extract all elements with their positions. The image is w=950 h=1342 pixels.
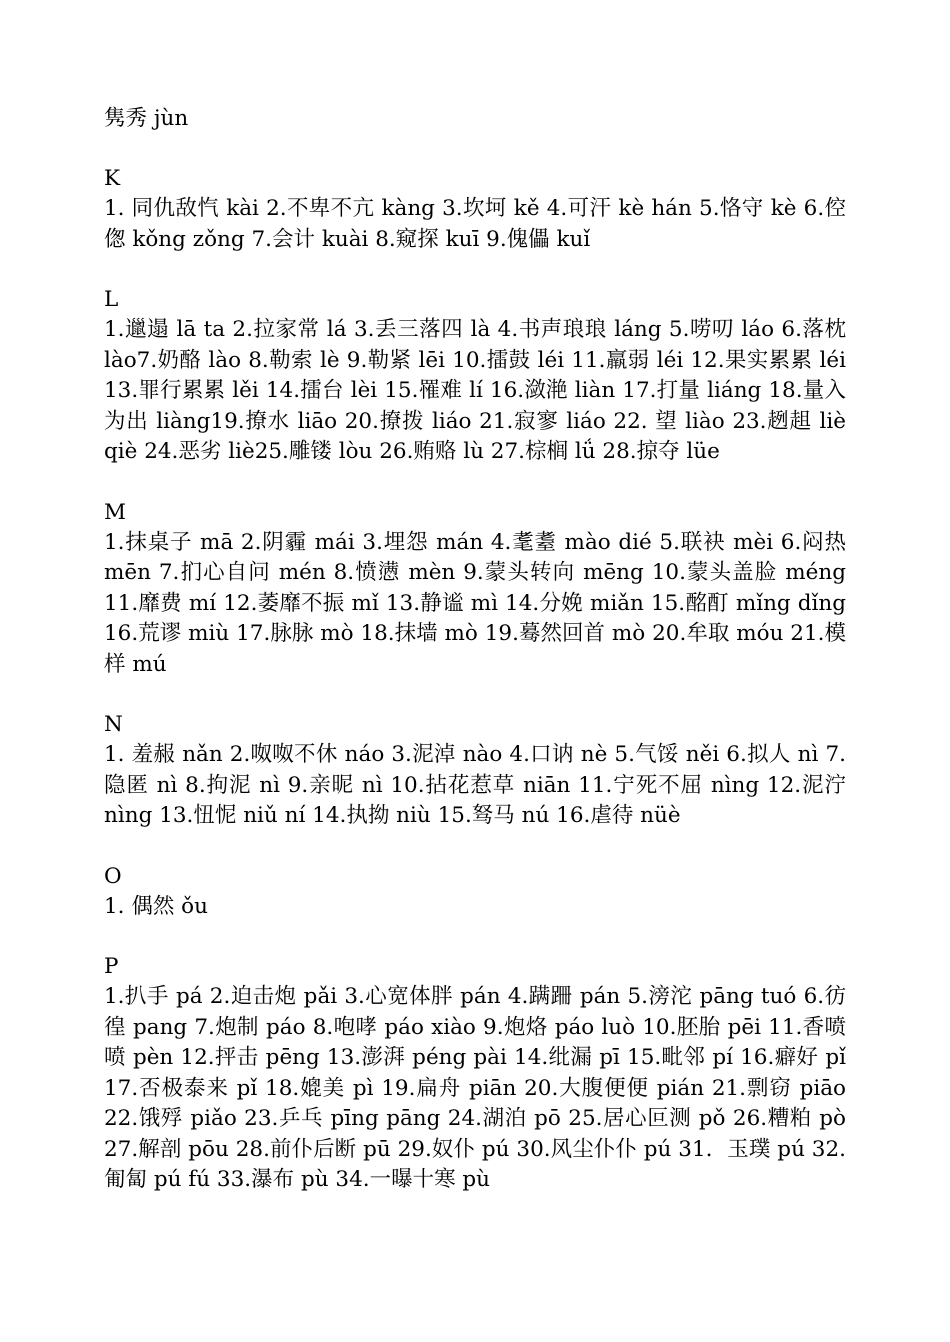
section-text-n: 1. 羞赧 nǎn 2.呶呶不休 náo 3.泥淖 nào 4.口讷 nè 5.气馁 něi 6.拟人 nì 7.隐匿 nì 8.拘泥 nì 9.亲昵 nì 10.拈花惹草 niān 11.宁死不屈 nìng 12.泥泞 nìng 13.忸怩 niǔ ní 14.执拗 niù 15.驽马 nú 16.虐待 nüè <box>104 742 846 828</box>
section-letter-n: N <box>104 712 123 737</box>
section-text-o: 1. 偶然 ǒu <box>104 893 208 919</box>
section-letter-l: L <box>104 287 119 312</box>
section-text-p: 1.扒手 pá 2.迫击炮 pǎi 3.心宽体胖 pán 4.蹒跚 pán 5.滂沱 pāng tuó 6.彷徨 pang 7.炮制 páo 8.咆哮 páo xiào 9.炮烙 páo luò 10.胚胎 pēi 11.香喷喷 pèn 12.抨击 pēng 13.澎湃 péng pài 14.纰漏 pī 15.毗邻 pí 16.癖好 pǐ 17.否极泰来 pǐ 18.媲美 pì 19.扁舟 piān 20.大腹便便 pián 21.剽窃 piāo 22.饿殍 piǎo 23.乒乓 pīng pāng 24.湖泊 pō 25.居心叵测 pǒ 26.糟粕 pò 27.解剖 pōu 28.前仆后断 pū 29.奴仆 pú 30.风尘仆仆 pú 31．玉璞 pú 32.匍匐 pú fú 33.瀑布 pù 34.一曝十寒 pù <box>104 984 846 1192</box>
section-letter-o: O <box>104 863 122 889</box>
section-k <box>104 164 846 255</box>
section-text-m: 1.抹桌子 mā 2.阴霾 mái 3.埋怨 mán 4.耄耋 mào dié 5.联袂 mèi 6.闷热 mēn 7.扪心自问 mén 8.愤懑 mèn 9.蒙头转向 mēng 10.蒙头盖脸 méng 11.靡费 mí 12.萎靡不振 mǐ 13.静谧 mì 14.分娩 miǎn 15.酩酊 mǐng dǐng 16.荒谬 miù 17.脉脉 mò 18.抹墙 mò 19.蓦然回首 mò 20.牟取 móu 21.模样 mú <box>104 529 846 677</box>
section-l <box>104 285 846 468</box>
section-letter-p: P <box>104 954 119 979</box>
section-o <box>104 862 846 923</box>
section-p <box>104 952 846 1196</box>
section-text-k: 1. 同仇敌忾 kài 2.不卑不亢 kàng 3.坎坷 kě 4.可汗 kè hán 5.恪守 kè 6.倥偬 kǒng zǒng 7.会计 kuài 8.窥探 kuī 9.傀儡 kuǐ <box>104 196 846 252</box>
section-n <box>104 710 846 832</box>
section-text-l: 1.邋遢 lā ta 2.拉家常 lá 3.丢三落四 là 4.书声琅琅 láng 5.唠叨 láo 6.落枕 lào7.奶酪 lào 8.勒索 lè 9.勒紧 lēi 10.擂鼓 léi 11.羸弱 léi 12.果实累累 léi 13.罪行累累 lěi 14.擂台 lèi 15.罹难 lí 16.潋滟 liàn 17.打量 liáng 18.量入为出 liàng19.撩水 liāo 20.撩拨 liáo 21.寂寥 liáo 22. 望 liào 23.趔趄 liè qiè 24.恶劣 liè25.雕镂 lòu 26.贿赂 lù 27.棕榈 lǘ 28.掠夺 lüe <box>104 317 846 464</box>
section-letter-k: K <box>104 166 121 191</box>
intro-line: 隽秀 jùn <box>104 106 189 131</box>
section-letter-m: M <box>104 499 127 525</box>
section-m <box>104 498 846 681</box>
